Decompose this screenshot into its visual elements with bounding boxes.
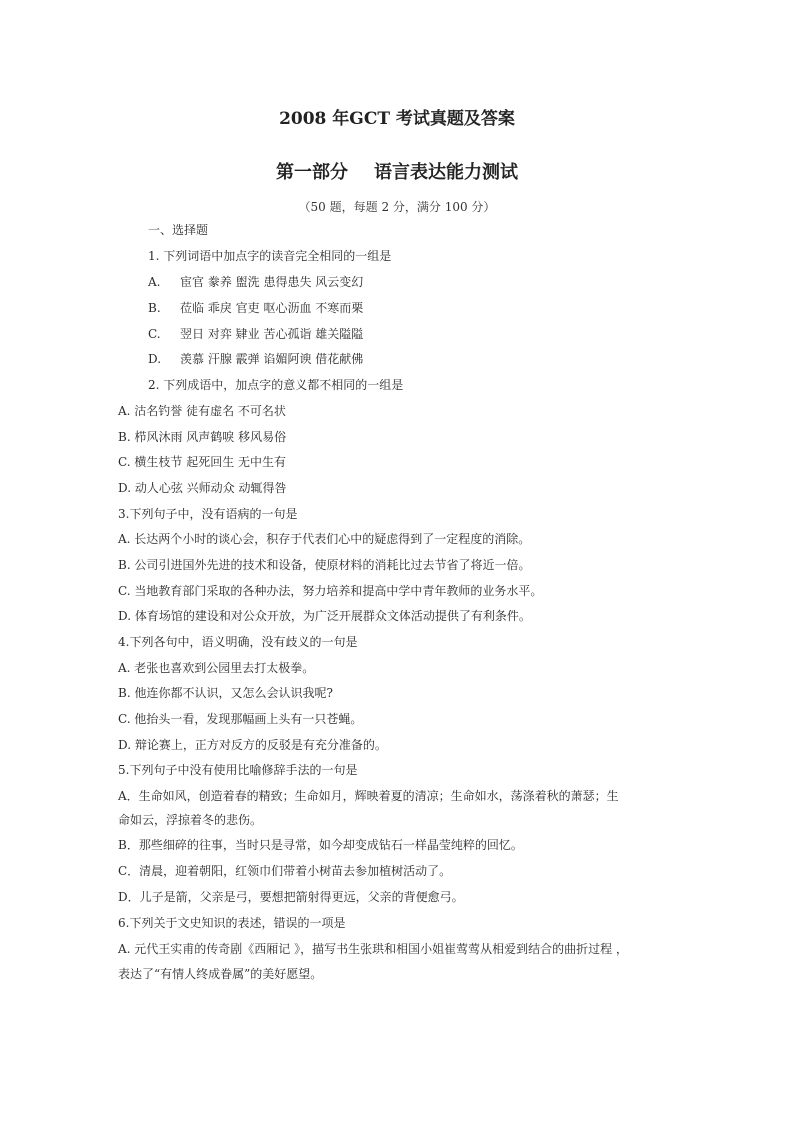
q4-option-c: C. 他抬头一看，发现那幅画上头有一只苍蝇。: [118, 712, 363, 726]
q5-option-a: A．生命如风，创造着春的精致；生命如月，辉映着夏的清凉；生命如水，荡涤着秋的萧瑟；生: [118, 789, 619, 803]
q4-stem: 4.下列各句中，语义明确，没有歧义的一句是: [118, 635, 358, 649]
document-title: 2008 年GCT 考试真题及答案: [279, 109, 515, 129]
q5-option-c: C．清晨，迎着朝阳，红领巾们带着小树苗去参加植树活动了。: [118, 864, 452, 878]
q5-option-b: B．那些细碎的往事，当时只是寻常，如今却变成钻石一样晶莹纯粹的回忆。: [118, 838, 523, 852]
q4-option-b: B. 他连你都不认识，又怎么会认识我呢?: [118, 686, 333, 700]
q3-option-d: D. 体育场馆的建设和对公众开放，为广泛开展群众文体活动提供了有利条件。: [118, 609, 531, 623]
part-heading: [0, 158, 794, 184]
option-text: 宦官 豢养 盥洗 患得患失 风云变幻: [180, 275, 364, 289]
q6-stem: 6.下列关于文史知识的表述，错误的一项是: [118, 916, 346, 930]
q1-option-c: [148, 327, 363, 341]
q3-option-c: C. 当地教育部门采取的各种办法，努力培养和提高中学中青年教师的业务水平。: [118, 584, 543, 598]
option-text: 莅临 乖戾 官吏 呕心沥血 不寒而栗: [180, 301, 364, 315]
q6-option-a-continued: 表达了“有情人终成眷属”的美好愿望。: [118, 967, 323, 981]
part-name: 第一部分: [276, 162, 348, 183]
option-label: C.: [148, 327, 161, 341]
q4-option-a: A. 老张也喜欢到公园里去打太极拳。: [118, 661, 315, 675]
q1-option-d: [148, 352, 363, 366]
option-label: A.: [148, 275, 161, 289]
option-label: B.: [148, 301, 161, 315]
q2-option-d: D. 动人心弦 兴师动众 动辄得咎: [118, 481, 287, 495]
option-text: 羡慕 汗腺 霰弹 谄媚阿谀 借花献佛: [180, 352, 364, 366]
q2-option-a: A. 沽名钓誉 徒有虚名 不可名状: [118, 404, 286, 418]
option-text: 翌日 对弈 肄业 苦心孤诣 雄关隘隘: [180, 327, 364, 341]
q4-option-d: D. 辩论赛上，正方对反方的反驳是有充分准备的。: [118, 738, 387, 752]
q2-option-c: C. 横生枝节 起死回生 无中生有: [118, 455, 287, 469]
q2-option-b: B. 栉风沐雨 风声鹤唳 移风易俗: [118, 430, 287, 444]
q3-option-b: B. 公司引进国外先进的技术和设备，使原材料的消耗比过去节省了将近一倍。: [118, 558, 531, 572]
q1-stem: 1. 下列词语中加点字的读音完全相同的一组是: [148, 249, 392, 263]
score-note: （50 题，每题 2 分，满分 100 分）: [298, 200, 496, 214]
q3-stem: 3.下列句子中，没有语病的一句是: [118, 507, 298, 521]
q5-option-d: D．儿子是箭，父亲是弓，要想把箭射得更远，父亲的背便愈弓。: [118, 890, 464, 904]
part-subject: 语言表达能力测试: [374, 162, 518, 183]
q1-option-a: [148, 275, 363, 289]
q5-stem: 5.下列句子中没有使用比喻修辞手法的一句是: [118, 763, 358, 777]
q5-option-a-continued: 命如云，浮掠着冬的悲伤。: [118, 813, 263, 827]
section-heading: 一、选择题: [148, 223, 209, 237]
q6-option-a: A. 元代王实甫的传奇剧《西厢记 》，描写书生张珙和相国小姐崔莺莺从相爱到结合的曲折过程 ，: [118, 942, 628, 956]
q2-stem: 2. 下列成语中，加点字的意义都不相同的一组是: [148, 378, 404, 392]
option-label: D.: [148, 352, 162, 366]
q1-option-b: [148, 301, 363, 315]
q3-option-a: A. 长达两个小时的谈心会，积存于代表们心中的疑虑得到了一定程度的消除。: [118, 532, 531, 546]
